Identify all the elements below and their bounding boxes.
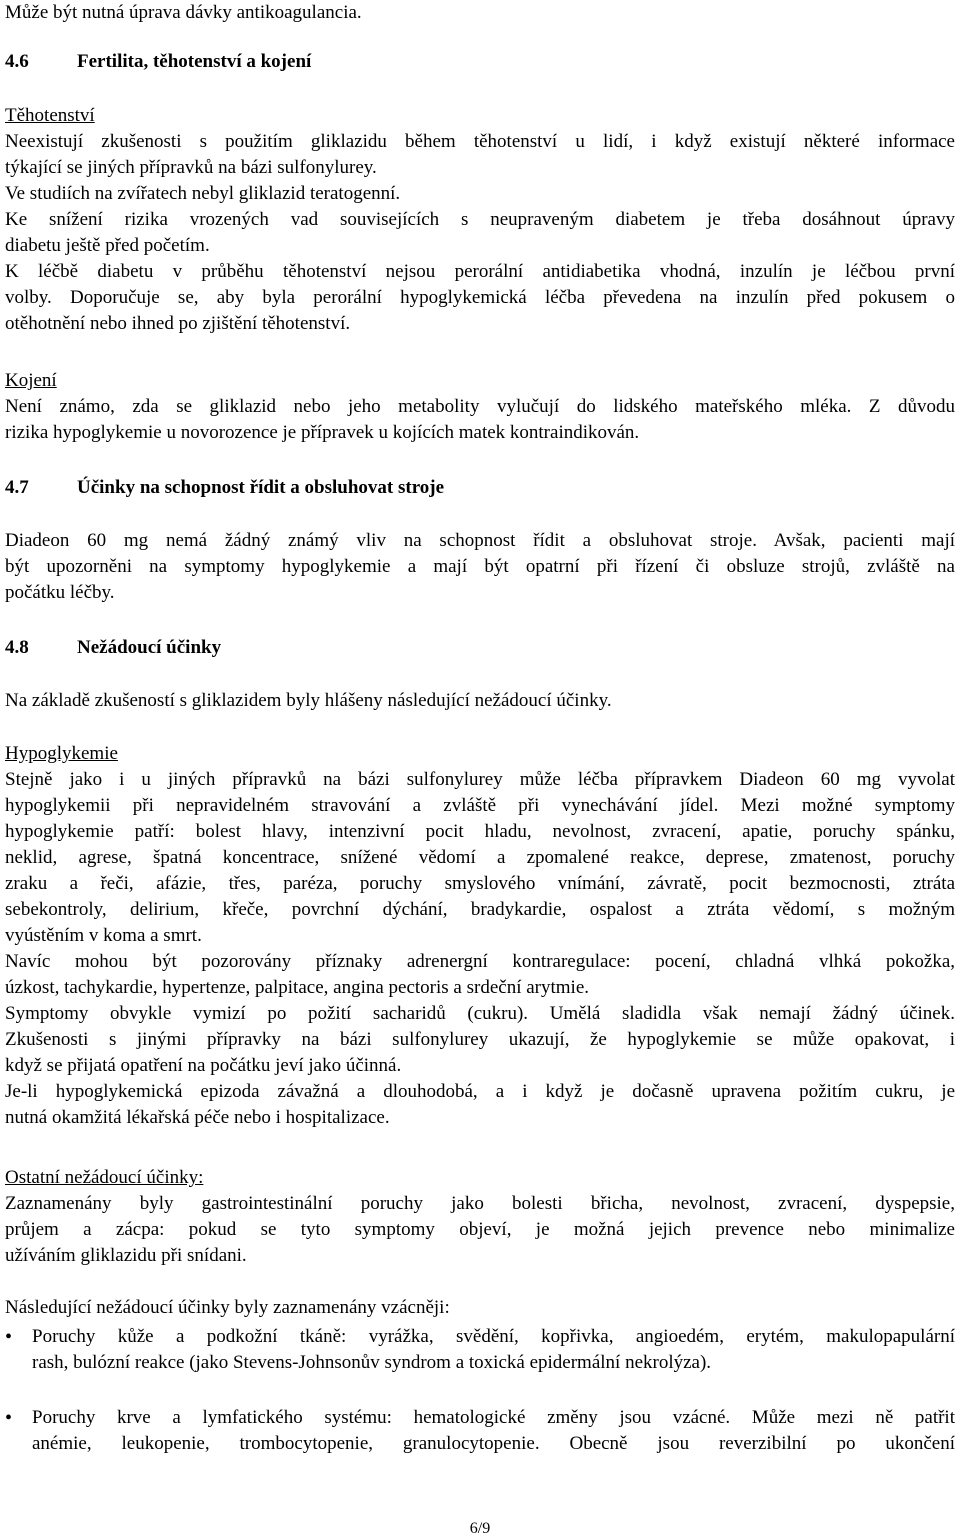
text-line: zraku a řeči, afázie, třes, paréza, poruchy smyslového vnímání, závratě, pocit bezmocnosti, ztráta bbox=[5, 873, 955, 894]
text-line: Ke snížení rizika vrozených vad souvisejících s neupraveným diabetem je třeba dosáhnout úpravy bbox=[5, 209, 955, 230]
text-line: Není známo, zda se gliklazid nebo jeho metabolity vylučují do lidského mateřského mléka. Z důvodu bbox=[5, 396, 955, 417]
bullet-icon: • bbox=[5, 1407, 13, 1429]
rare-effects-intro: Následující nežádoucí účinky byly zaznamenány vzácněji: bbox=[5, 1297, 450, 1318]
text-line: když se přijatá opatření na počátku jeví jako účinná. bbox=[5, 1055, 402, 1076]
text-line: Neexistují zkušenosti s použitím gliklazidu během těhotenství u lidí, i když existují některé informace bbox=[5, 131, 955, 152]
section-number: 4.7 bbox=[5, 477, 29, 498]
text-line: Stejně jako i u jiných přípravků na bázi sulfonylurey může léčba přípravkem Diadeon 60 mg vyvolat bbox=[5, 769, 955, 790]
text-line: průjem a zácpa: pokud se tyto symptomy objeví, je možná jejich prevence nebo minimalize bbox=[5, 1219, 955, 1240]
lactation-heading: Kojení bbox=[5, 370, 57, 391]
text-line: Navíc mohou být pozorovány příznaky adrenergní kontraregulace: pocení, chladná vlhká pokožka, bbox=[5, 951, 955, 972]
list-item-line: Poruchy kůže a podkožní tkáně: vyrážka, svědění, kopřivka, angioedém, erytém, makulopapulární bbox=[32, 1326, 955, 1347]
text-line: nutná okamžitá lékařská péče nebo i hospitalizace. bbox=[5, 1107, 390, 1128]
text-line: Zkušenosti s jinými přípravky na bázi sulfonylurey ukazují, že hypoglykemie se může opakovat, i bbox=[5, 1029, 955, 1050]
list-item-line: Poruchy krve a lymfatického systému: hematologické změny jsou vzácné. Může mezi ně patřit bbox=[32, 1407, 955, 1428]
text-line: užíváním gliklazidu při snídani. bbox=[5, 1245, 247, 1266]
text-line: týkající se jiných přípravků na bázi sulfonylurey. bbox=[5, 157, 377, 178]
list-item-line: anémie, leukopenie, trombocytopenie, granulocytopenie. Obecně jsou reverzibilní po ukončení bbox=[32, 1433, 955, 1454]
section-4-8-heading bbox=[5, 636, 955, 660]
text-line: diabetu ještě před početím. bbox=[5, 235, 210, 256]
section-number: 4.8 bbox=[5, 637, 29, 658]
section-title: Nežádoucí účinky bbox=[77, 637, 222, 658]
text-line: úzkost, tachykardie, hypertenze, palpitace, angina pectoris a srdeční arytmie. bbox=[5, 977, 589, 998]
text-line: volby. Doporučuje se, aby byla perorální hypoglykemická léčba převedena na inzulín před pokusem o bbox=[5, 287, 955, 308]
pregnancy-heading: Těhotenství bbox=[5, 105, 95, 126]
text-line: počátku léčby. bbox=[5, 582, 115, 603]
text-line: Je-li hypoglykemická epizoda závažná a dlouhodobá, a i když je dočasně upravena požitím cukru, je bbox=[5, 1081, 955, 1102]
text-line: Zaznamenány byly gastrointestinální poruchy jako bolesti břicha, nevolnost, zvracení, dyspepsie, bbox=[5, 1193, 955, 1214]
text-line: K léčbě diabetu v průběhu těhotenství nejsou perorální antidiabetika vhodná, inzulín je léčbou první bbox=[5, 261, 955, 282]
text-line: hypoglykemii při nepravidelném stravování a zvláště při vynechávání jídel. Mezi možné symptomy bbox=[5, 795, 955, 816]
section-4-7-heading bbox=[5, 476, 955, 500]
text-line: rizika hypoglykemie u novorozence je přípravek u kojících matek kontraindikován. bbox=[5, 422, 640, 443]
text-line: vyústěním v koma a smrt. bbox=[5, 925, 202, 946]
list-item-line: rash, bulózní reakce (jako Stevens-Johnsonův syndrom a toxická epidermální nekrolýza). bbox=[32, 1352, 712, 1373]
other-effects-heading: Ostatní nežádoucí účinky: bbox=[5, 1167, 204, 1188]
text-line: Symptomy obvykle vymizí po požití sacharidů (cukru). Umělá sladidla však nemají žádný účinek. bbox=[5, 1003, 955, 1024]
section-4-6-heading bbox=[5, 50, 955, 74]
text-line: Ve studiích na zvířatech nebyl gliklazid teratogenní. bbox=[5, 183, 401, 204]
section-title: Účinky na schopnost řídit a obsluhovat stroje bbox=[77, 477, 445, 498]
text-line: sebekontroly, delirium, křeče, povrchní dýchání, bradykardie, ospalost a ztráta vědomí, s možným bbox=[5, 899, 955, 920]
section-title: Fertilita, těhotenství a kojení bbox=[77, 51, 312, 72]
text-line: neklid, agrese, špatná koncentrace, snížené vědomí a zpomalené reakce, deprese, zmatenost, poruchy bbox=[5, 847, 955, 868]
text-line: být upozorněni na symptomy hypoglykemie a mají být opatrní při řízení či obsluze strojů, zvláště na bbox=[5, 556, 955, 577]
text-line: Na základě zkušeností s gliklazidem byly hlášeny následující nežádoucí účinky. bbox=[5, 690, 612, 711]
hypoglycemia-heading: Hypoglykemie bbox=[5, 743, 118, 764]
text-line: otěhotnění nebo ihned po zjištění těhotenství. bbox=[5, 313, 351, 334]
intro-line: Může být nutná úprava dávky antikoagulancia. bbox=[5, 2, 362, 23]
text-line: hypoglykemie patří: bolest hlavy, intenzivní pocit hladu, nevolnost, zvracení, apatie, poruchy spánku, bbox=[5, 821, 955, 842]
text-line: Diadeon 60 mg nemá žádný známý vliv na schopnost řídit a obsluhovat stroje. Avšak, pacienti mají bbox=[5, 530, 955, 551]
page-number: 6/9 bbox=[469, 1520, 491, 1537]
section-number: 4.6 bbox=[5, 51, 29, 72]
bullet-icon: • bbox=[5, 1326, 13, 1348]
